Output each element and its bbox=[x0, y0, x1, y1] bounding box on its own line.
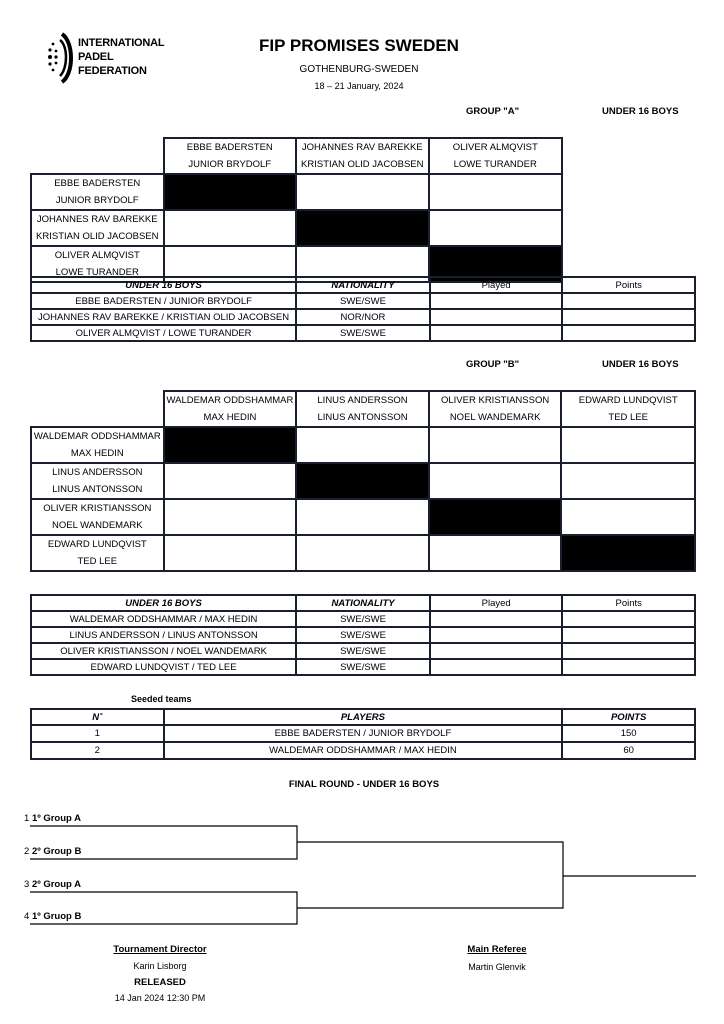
group-a-col-team: EBBE BADERSTEN JUNIOR BRYDOLF bbox=[164, 138, 297, 174]
group-b-row-team: WALDEMAR ODDSHAMMAR MAX HEDIN bbox=[31, 427, 164, 463]
standings-team: LINUS ANDERSSON / LINUS ANTONSSON bbox=[31, 627, 296, 643]
group-a-row-team: OLIVER ALMQVIST LOWE TURANDER bbox=[31, 246, 164, 282]
matrix-result-cell bbox=[429, 463, 562, 499]
group-a-row-team: EBBE BADERSTEN JUNIOR BRYDOLF bbox=[31, 174, 164, 210]
group-a-category: UNDER 16 BOYS bbox=[602, 106, 679, 117]
standings-nationality: SWE/SWE bbox=[296, 643, 430, 659]
matrix-result-cell bbox=[164, 535, 297, 571]
group-b-row-team: EDWARD LUNDQVIST TED LEE bbox=[31, 535, 164, 571]
matrix-blocked-cell bbox=[561, 535, 695, 571]
seeded-players: EBBE BADERSTEN / JUNIOR BRYDOLF bbox=[164, 725, 563, 742]
released-time: 14 Jan 2024 12:30 PM bbox=[114, 993, 206, 1003]
standings-nationality: SWE/SWE bbox=[296, 325, 430, 341]
standings-header-played: Played bbox=[430, 595, 563, 611]
seeded-header-points: POINTS bbox=[562, 709, 695, 725]
matrix-result-cell bbox=[429, 535, 562, 571]
seeded-players: WALDEMAR ODDSHAMMAR / MAX HEDIN bbox=[164, 742, 563, 759]
released-label: RELEASED bbox=[134, 977, 186, 988]
standings-nationality: NOR/NOR bbox=[296, 309, 430, 325]
matrix-blocked-cell bbox=[164, 427, 297, 463]
standings-header-points: Points bbox=[562, 595, 695, 611]
bracket-slot-3: 3 2º Group A bbox=[24, 879, 81, 890]
referee-title: Main Referee bbox=[467, 944, 527, 955]
tournament-location: GOTHENBURG-SWEDEN bbox=[299, 64, 419, 75]
standings-nationality: SWE/SWE bbox=[296, 611, 430, 627]
director-title: Tournament Director bbox=[113, 944, 207, 955]
page-title: FIP PROMISES SWEDEN bbox=[259, 36, 459, 55]
knockout-bracket bbox=[0, 800, 724, 930]
standings-team: OLIVER KRISTIANSSON / NOEL WANDEMARK bbox=[31, 643, 296, 659]
group-b-matrix bbox=[30, 390, 696, 572]
group-a-standings bbox=[30, 276, 696, 342]
matrix-blocked-cell bbox=[429, 499, 562, 535]
matrix-result-cell bbox=[561, 499, 695, 535]
tournament-dates: 18 – 21 January, 2024 bbox=[314, 81, 404, 91]
standings-header-category: UNDER 16 BOYS bbox=[31, 595, 296, 611]
standings-team: EDWARD LUNDQVIST / TED LEE bbox=[31, 659, 296, 675]
group-a-col-team: JOHANNES RAV BAREKKE KRISTIAN OLID JACOBSEN bbox=[296, 138, 428, 174]
matrix-result-cell bbox=[561, 427, 695, 463]
seeded-n: 1 bbox=[31, 725, 164, 742]
standings-nationality: SWE/SWE bbox=[296, 627, 430, 643]
group-b-row-team: OLIVER KRISTIANSSON NOEL WANDEMARK bbox=[31, 499, 164, 535]
standings-header-points: Points bbox=[562, 277, 695, 293]
matrix-result-cell bbox=[296, 174, 428, 210]
group-b-col-team: OLIVER KRISTIANSSON NOEL WANDEMARK bbox=[429, 391, 562, 427]
standings-team: JOHANNES RAV BAREKKE / KRISTIAN OLID JACOBSEN bbox=[31, 309, 296, 325]
bracket-slot-1: 1 1º Group A bbox=[24, 813, 81, 824]
fip-logo-text: INTERNATIONAL PADEL FEDERATION bbox=[78, 37, 165, 77]
group-b-col-team: EDWARD LUNDQVIST TED LEE bbox=[561, 391, 695, 427]
matrix-result-cell bbox=[429, 174, 563, 210]
final-round-title: FINAL ROUND - UNDER 16 BOYS bbox=[288, 779, 440, 790]
matrix-blocked-cell bbox=[296, 210, 428, 246]
matrix-blocked-cell bbox=[164, 174, 297, 210]
group-a-matrix bbox=[30, 137, 563, 283]
seeded-header-players: PLAYERS bbox=[164, 709, 563, 725]
standings-team: OLIVER ALMQVIST / LOWE TURANDER bbox=[31, 325, 296, 341]
seeded-points: 60 bbox=[562, 742, 695, 759]
matrix-blocked-cell bbox=[296, 463, 429, 499]
matrix-result-cell bbox=[296, 499, 429, 535]
standings-header-nationality: NATIONALITY bbox=[296, 595, 430, 611]
group-a-row-team: JOHANNES RAV BAREKKE KRISTIAN OLID JACOBSEN bbox=[31, 210, 164, 246]
seeded-table bbox=[30, 708, 696, 760]
seeded-title: Seeded teams bbox=[131, 694, 192, 704]
standings-nationality: SWE/SWE bbox=[296, 659, 430, 675]
standings-nationality: SWE/SWE bbox=[296, 293, 430, 309]
bracket-slot-2: 2 2º Group B bbox=[24, 846, 82, 857]
seeded-header-n: N˚ bbox=[31, 709, 164, 725]
matrix-result-cell bbox=[296, 427, 429, 463]
matrix-result-cell bbox=[164, 499, 297, 535]
standings-header-category: UNDER 16 BOYS bbox=[31, 277, 296, 293]
group-b-row-team: LINUS ANDERSSON LINUS ANTONSSON bbox=[31, 463, 164, 499]
matrix-result-cell bbox=[429, 210, 563, 246]
group-a-col-team: OLIVER ALMQVIST LOWE TURANDER bbox=[429, 138, 563, 174]
group-b-col-team: LINUS ANDERSSON LINUS ANTONSSON bbox=[296, 391, 429, 427]
seeded-points: 150 bbox=[562, 725, 695, 742]
matrix-result-cell bbox=[429, 427, 562, 463]
matrix-result-cell bbox=[296, 535, 429, 571]
standings-header-played: Played bbox=[430, 277, 563, 293]
group-b-col-team: WALDEMAR ODDSHAMMAR MAX HEDIN bbox=[164, 391, 297, 427]
seeded-n: 2 bbox=[31, 742, 164, 759]
standings-team: EBBE BADERSTEN / JUNIOR BRYDOLF bbox=[31, 293, 296, 309]
director-name: Karin Lisborg bbox=[133, 961, 187, 971]
group-b-label: GROUP "B" bbox=[466, 359, 520, 370]
matrix-result-cell bbox=[164, 463, 297, 499]
standings-header-nationality: NATIONALITY bbox=[296, 277, 430, 293]
standings-team: WALDEMAR ODDSHAMMAR / MAX HEDIN bbox=[31, 611, 296, 627]
group-b-standings bbox=[30, 594, 696, 676]
referee-name: Martin Glenvik bbox=[468, 962, 526, 972]
group-b-category: UNDER 16 BOYS bbox=[602, 359, 679, 370]
group-a-label: GROUP "A" bbox=[466, 106, 520, 117]
matrix-result-cell bbox=[164, 210, 297, 246]
bracket-slot-4: 4 1º Gruop B bbox=[24, 911, 82, 922]
matrix-result-cell bbox=[561, 463, 695, 499]
